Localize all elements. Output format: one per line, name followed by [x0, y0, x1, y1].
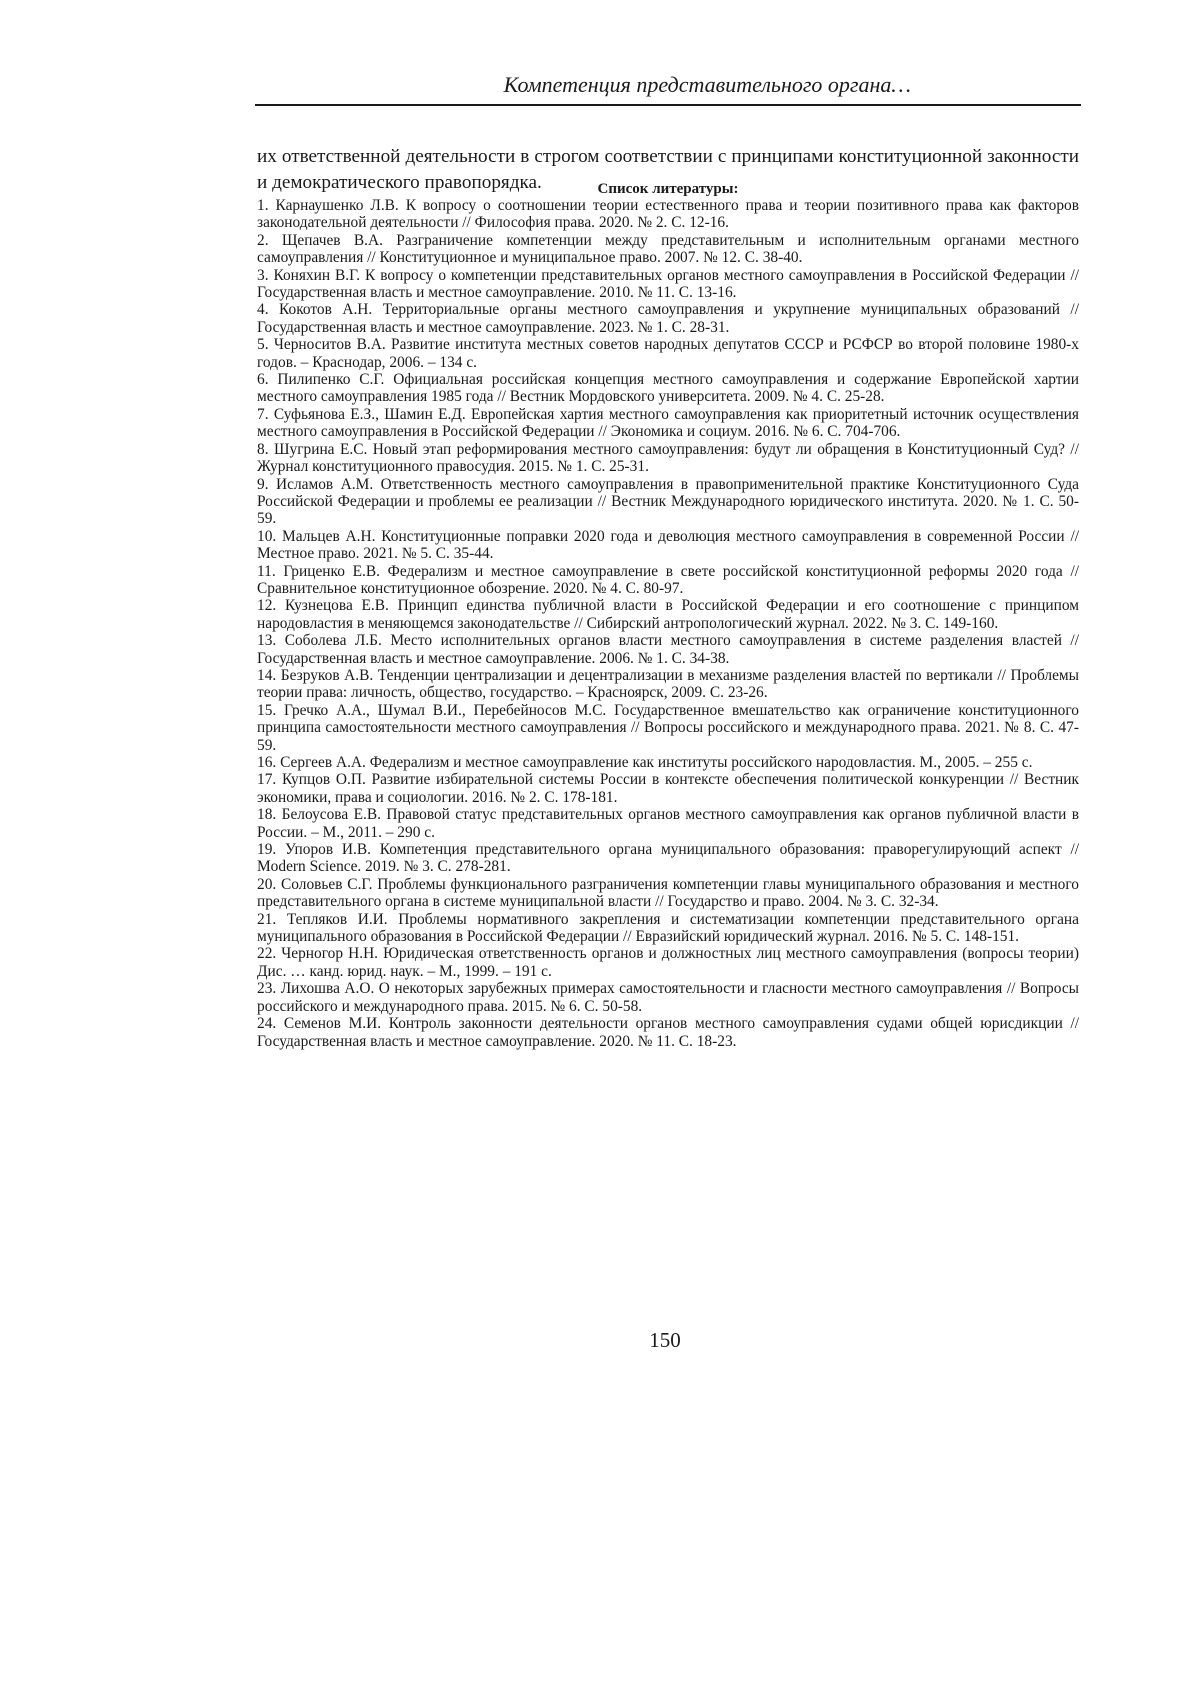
- bibliography-item: 21. Тепляков И.И. Проблемы нормативного закрепления и систематизации компетенции представительного органа муниципального образования в Российской Федерации // Евразийский юридический журнал. 2016. № 5. С. 148-151.: [257, 911, 1079, 946]
- bibliography-item: 14. Безруков А.В. Тенденции централизации и децентрализации в механизме разделения властей по вертикали // Проблемы теории права: личность, общество, государство. – Красноярск, 2009. С. 23-26.: [257, 667, 1079, 702]
- bibliography-title: Список литературы:: [257, 181, 1079, 198]
- bibliography-item: 7. Суфьянова Е.З., Шамин Е.Д. Европейская хартия местного самоуправления как приоритетный источник осуществления местного самоуправления в Российской Федерации // Экономика и социум. 2016. № 6. С. 704-706.: [257, 406, 1079, 441]
- bibliography-item: 13. Соболева Л.Б. Место исполнительных органов власти местного самоуправления в системе разделения властей // Государственная власть и местное самоуправление. 2006. № 1. С. 34-38.: [257, 632, 1079, 667]
- bibliography-item: 4. Кокотов А.Н. Территориальные органы местного самоуправления и укрупнение муниципальных образований // Государственная власть и местное самоуправление. 2023. № 1. С. 28-31.: [257, 301, 1079, 336]
- bibliography-list: [257, 197, 1079, 1050]
- intro-paragraph: их ответственной деятельности в строгом соответствии с принципами конституционной законности и демократического правопорядка.: [257, 144, 1079, 196]
- bibliography-item: 12. Кузнецова Е.В. Принцип единства публичной власти в Российской Федерации и его соотношение с принципом народовластия в меняющемся законодательстве // Сибирский антропологический журнал. 2022. № 3. С. 149-160.: [257, 597, 1079, 632]
- bibliography-item: 17. Купцов О.П. Развитие избирательной системы России в контексте обеспечения политической конкуренции // Вестник экономики, права и социологии. 2016. № 2. С. 178-181.: [257, 771, 1079, 806]
- bibliography-item: 11. Гриценко Е.В. Федерализм и местное самоуправление в свете российской конституционной реформы 2020 года // Сравнительное конституционное обозрение. 2020. № 4. С. 80-97.: [257, 563, 1079, 598]
- bibliography-item: 22. Черногор Н.Н. Юридическая ответственность органов и должностных лиц местного самоуправления (вопросы теории) Дис. … канд. юрид. наук. – М., 1999. – 191 с.: [257, 945, 1079, 980]
- bibliography-item: 10. Мальцев А.Н. Конституционные поправки 2020 года и деволюция местного самоуправления в современной России // Местное право. 2021. № 5. С. 35-44.: [257, 528, 1079, 563]
- bibliography-item: 24. Семенов М.И. Контроль законности деятельности органов местного самоуправления судами общей юрисдикции // Государственная власть и местное самоуправление. 2020. № 11. С. 18-23.: [257, 1015, 1079, 1050]
- bibliography-item: 3. Коняхин В.Г. К вопросу о компетенции представительных органов местного самоуправления в Российской Федерации // Государственная власть и местное самоуправление. 2010. № 11. С. 13-16.: [257, 267, 1079, 302]
- bibliography-item: 9. Исламов А.М. Ответственность местного самоуправления в правоприменительной практике Конституционного Суда Российской Федерации и проблемы ее реализации // Вестник Международного юридического института. 2020. № 1. С. 50-59.: [257, 476, 1079, 528]
- bibliography-item: 18. Белоусова Е.В. Правовой статус представительных органов местного самоуправления как органов публичной власти в России. – М., 2011. – 290 с.: [257, 806, 1079, 841]
- bibliography-item: 23. Лихошва А.О. О некоторых зарубежных примерах самостоятельности и гласности местного самоуправления // Вопросы российского и международного права. 2015. № 6. С. 50-58.: [257, 980, 1079, 1015]
- bibliography-item: 6. Пилипенко С.Г. Официальная российская концепция местного самоуправления и содержание Европейской хартии местного самоуправления 1985 года // Вестник Мордовского университета. 2009. № 4. С. 25-28.: [257, 371, 1079, 406]
- bibliography-item: 8. Шугрина Е.С. Новый этап реформирования местного самоуправления: будут ли обращения в Конституционный Суд? // Журнал конституционного правосудия. 2015. № 1. С. 25-31.: [257, 441, 1079, 476]
- bibliography-item: 19. Упоров И.В. Компетенция представительного органа муниципального образования: праворегулирующий аспект // Modern Science. 2019. № 3. С. 278-281.: [257, 841, 1079, 876]
- running-header: [255, 66, 1081, 106]
- bibliography-item: 20. Соловьев С.Г. Проблемы функционального разграничения компетенции главы муниципального образования и местного представительного органа в системе муниципальной власти // Государство и право. 2004. № 3. С. 32-34.: [257, 876, 1079, 911]
- bibliography-item: 16. Сергеев А.А. Федерализм и местное самоуправление как институты российского народовластия. М., 2005. – 255 с.: [257, 754, 1079, 771]
- running-title: Компетенция представительного органа…: [504, 72, 911, 98]
- bibliography-item: 2. Щепачев В.А. Разграничение компетенции между представительным и исполнительным органами местного самоуправления // Конституционное и муниципальное право. 2007. № 12. С. 38-40.: [257, 232, 1079, 267]
- bibliography-item: 1. Карнаушенко Л.В. К вопросу о соотношении теории естественного права и теории позитивного права как факторов законодательной деятельности // Философия права. 2020. № 2. С. 12-16.: [257, 197, 1079, 232]
- bibliography-item: 5. Черноситов В.А. Развитие института местных советов народных депутатов СССР и РСФСР во второй половине 1980-х годов. – Краснодар, 2006. – 134 с.: [257, 336, 1079, 371]
- bibliography-item: 15. Гречко А.А., Шумал В.И., Перебейносов М.С. Государственное вмешательство как ограничение конституционного принципа самостоятельности местного самоуправления // Вопросы российского и международного права. 2021. № 8. С. 47-59.: [257, 702, 1079, 754]
- page-number: 150: [600, 1328, 730, 1353]
